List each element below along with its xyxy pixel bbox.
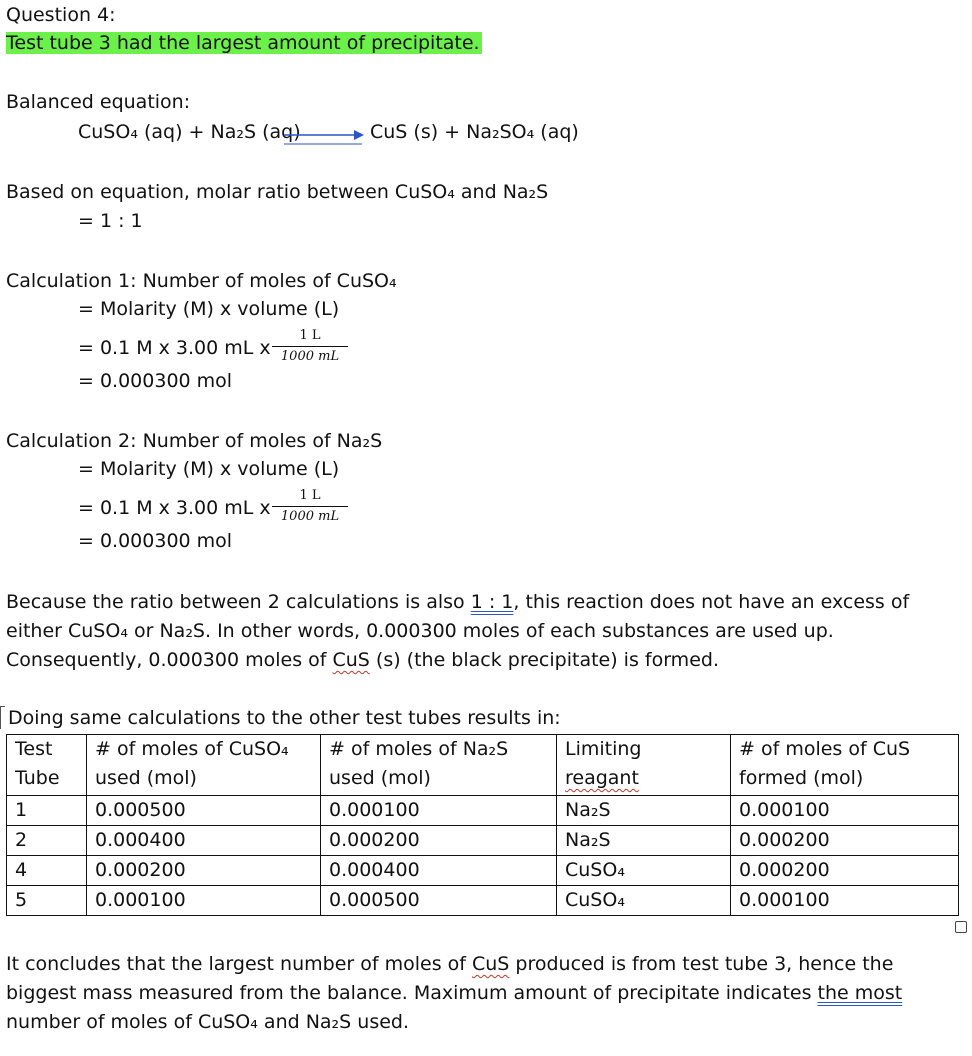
calc1-fraction [272, 328, 348, 365]
calc1-title: Calculation 1: Number of moles of CuSO₄ [6, 270, 397, 292]
table-cell: 0.000500 [321, 886, 557, 916]
calc2-formula: = Molarity (M) x volume (L) [78, 458, 340, 480]
table-header-cell: # of moles of Na₂S used (mol) [321, 735, 557, 796]
reaction-arrow-icon [282, 126, 366, 148]
table-header-cell: # of moles of CuSO₄ used (mol) [87, 735, 321, 796]
table-cell: 1 [7, 796, 87, 826]
fraction-bar [272, 346, 348, 347]
conclusion-emphasis: the most [817, 982, 903, 1004]
calc1-substitution: = 0.1 M x 3.00 mL x [78, 337, 271, 359]
table-cell: CuSO₄ [557, 886, 731, 916]
table-cell: 0.000100 [87, 886, 321, 916]
table-cell: 0.000200 [87, 856, 321, 886]
table-header-cell: # of moles of CuS formed (mol) [731, 735, 959, 796]
equation-products: CuS (s) + Na₂SO₄ (aq) [370, 121, 579, 143]
calc2-title: Calculation 2: Number of moles of Na₂S [6, 430, 383, 452]
question-label: Question 4: [6, 4, 116, 26]
ratio-value: = 1 : 1 [78, 210, 143, 232]
explanation-text: , this reaction does not have an excess of either CuSO₄ or Na₂S. In other words, 0.000300 moles of each substances are used up. Consequently, 0.000300 moles of [6, 591, 910, 671]
calc1-formula: = Molarity (M) x volume (L) [78, 298, 340, 320]
highlighted-answer: Test tube 3 had the largest amount of precipitate. [6, 32, 480, 54]
calc1-fraction-denominator: 1000 mL [280, 349, 340, 364]
conclusion-text: number of moles of CuSO₄ and Na₂S used. [6, 1011, 410, 1033]
table-cell: 0.000100 [321, 796, 557, 826]
table-cell: CuSO₄ [557, 856, 731, 886]
calc2-substitution: = 0.1 M x 3.00 mL x [78, 497, 271, 519]
explanation-paragraph [6, 588, 946, 675]
conclusion-text: It concludes that the largest number of moles of [6, 953, 472, 975]
table-cell: 0.000200 [731, 856, 959, 886]
calc2-result: = 0.000300 mol [78, 530, 233, 552]
table-row [7, 796, 959, 826]
table-cell: 0.000400 [321, 856, 557, 886]
table-cell: Na₂S [557, 826, 731, 856]
table-anchor-icon [0, 706, 5, 729]
table-header-cell: Limiting reagant [557, 735, 731, 796]
answer-line [6, 32, 482, 55]
table-row [7, 856, 959, 886]
equation-reactants: CuSO₄ (aq) + Na₂S (aq) [78, 121, 301, 143]
table-cell: 0.000200 [321, 826, 557, 856]
table-resize-handle[interactable] [955, 921, 967, 933]
conclusion-cus: CuS [471, 953, 510, 975]
calc1-fraction-numerator: 1 L [299, 328, 321, 343]
table-cell: 0.000200 [731, 826, 959, 856]
table-cell: 5 [7, 886, 87, 916]
table-cell: 2 [7, 826, 87, 856]
fraction-bar [272, 506, 348, 507]
table-cell: 0.000500 [87, 796, 321, 826]
table-cell: Na₂S [557, 796, 731, 826]
table-row [7, 886, 959, 916]
table-cell: 0.000400 [87, 826, 321, 856]
results-table [6, 734, 959, 916]
calc2-fraction-numerator: 1 L [299, 488, 321, 503]
ratio-statement: Based on equation, molar ratio between CuSO₄ and Na₂S [6, 181, 549, 203]
explanation-text: (s) (the black precipitate) is formed. [369, 649, 719, 671]
explanation-cus: CuS [332, 649, 370, 671]
calc1-result: = 0.000300 mol [78, 370, 233, 392]
table-row [7, 826, 959, 856]
explanation-ratio: 1 : 1 [470, 591, 514, 613]
table-header-cell: Test Tube [7, 735, 87, 796]
table-cell: 0.000100 [731, 886, 959, 916]
explanation-text: Because the ratio between 2 calculations is also [6, 591, 471, 613]
table-header-row [7, 735, 959, 796]
equation-heading: Balanced equation: [6, 91, 191, 113]
table-cell: 4 [7, 856, 87, 886]
calc2-fraction-denominator: 1000 mL [280, 509, 340, 524]
table-cell: 0.000100 [731, 796, 959, 826]
conclusion-text: produced is from test tube 3, hence the biggest mass measured from the balance. Maximum amount of precipitate indicates [6, 953, 894, 1004]
conclusion-paragraph [6, 950, 946, 1037]
calc2-fraction [272, 488, 348, 525]
table-intro: Doing same calculations to the other test tubes results in: [8, 707, 561, 729]
